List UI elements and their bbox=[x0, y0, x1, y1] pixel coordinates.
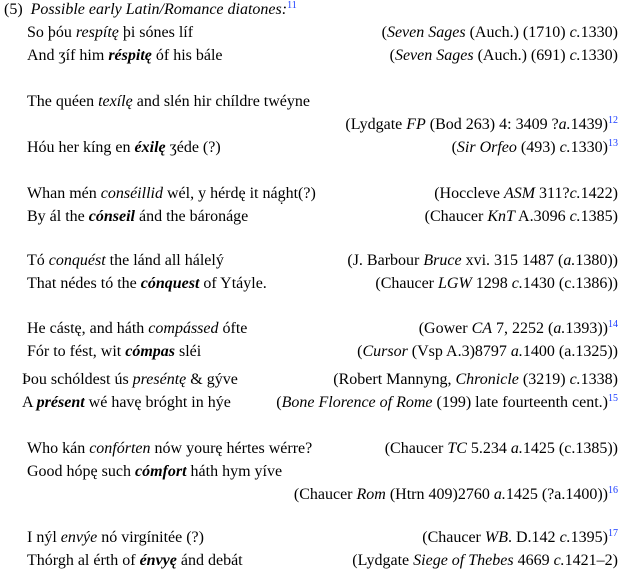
example-line bbox=[0, 318, 624, 340]
footnote-ref[interactable]: 16 bbox=[608, 485, 618, 496]
citation-pre: (Chaucer bbox=[375, 275, 439, 292]
stressed-word: cónquest bbox=[140, 275, 200, 292]
citation-mid: (Htrn 409)2760 bbox=[385, 486, 494, 503]
text-post: & gýve bbox=[186, 371, 238, 388]
footnote-ref[interactable]: 14 bbox=[608, 319, 618, 330]
footnote-ref[interactable]: 12 bbox=[608, 115, 618, 126]
citation-pre: ( bbox=[389, 47, 395, 64]
footnote-ref[interactable]: 11 bbox=[287, 0, 297, 11]
middle-english-text bbox=[27, 183, 316, 205]
citation-title: Sir Orfeo bbox=[456, 139, 517, 156]
citation-date: 1380)) bbox=[575, 252, 618, 269]
example-line bbox=[0, 484, 624, 506]
citation-date-prefix: a. bbox=[493, 486, 506, 503]
citation-pre: ( bbox=[276, 394, 282, 411]
citation-date-prefix: c. bbox=[559, 139, 571, 156]
footnote-ref[interactable]: 15 bbox=[608, 393, 618, 404]
text-post: the lánd all hálelý bbox=[105, 252, 224, 269]
citation bbox=[333, 369, 618, 391]
example-line bbox=[0, 250, 624, 272]
citation bbox=[357, 341, 618, 363]
citation-date-prefix: a. bbox=[553, 320, 566, 337]
citation-pre: (Hoccleve bbox=[434, 185, 504, 202]
text-post: of Ytáyle. bbox=[199, 275, 267, 292]
middle-english-text bbox=[27, 527, 204, 549]
text-post: ánd the báronáge bbox=[134, 208, 249, 225]
citation-date: 1439) bbox=[570, 116, 608, 133]
stressed-word: cómpas bbox=[125, 343, 175, 360]
citation bbox=[425, 206, 618, 228]
citation-mid: (Bod 263) 4: 3409 ? bbox=[425, 116, 559, 133]
stressed-word: cónseil bbox=[88, 208, 135, 225]
text-post: ófte bbox=[218, 320, 248, 337]
citation-title: FP bbox=[406, 116, 426, 133]
citation bbox=[347, 250, 618, 272]
citation-mid: (3219) bbox=[518, 371, 570, 388]
citation bbox=[345, 114, 618, 136]
citation-title: WB bbox=[484, 529, 508, 546]
text-pre: Who kán bbox=[27, 440, 90, 457]
citation bbox=[422, 527, 618, 549]
stressed-word: texílę bbox=[98, 93, 133, 110]
citation-pre: (Robert Mannyng, bbox=[333, 371, 456, 388]
text-pre: A bbox=[22, 394, 37, 411]
stressed-word: envýe bbox=[60, 529, 98, 546]
text-post: nó virgínitée (?) bbox=[97, 529, 204, 546]
example-line bbox=[0, 183, 624, 205]
citation-pre: (Lydgate bbox=[345, 116, 407, 133]
text-post: wél, y hérdę it nág̣ht(?) bbox=[162, 185, 316, 202]
text-post: þi sónes líf bbox=[118, 24, 194, 41]
citation-title: Rom bbox=[356, 486, 386, 503]
text-pre: Þou schóldest ús bbox=[22, 371, 133, 388]
citation-date: 1425 (?a.1400)) bbox=[505, 486, 608, 503]
example-title: Possible early Latin/Romance diatones: bbox=[30, 1, 288, 18]
citation-date: 1393)) bbox=[565, 320, 608, 337]
citation-mid: xvi. 315 1487 ( bbox=[461, 252, 564, 269]
citation bbox=[452, 137, 618, 159]
text-pre: Whan mén bbox=[27, 185, 101, 202]
stressed-word: conséillid bbox=[100, 185, 163, 202]
middle-english-text bbox=[27, 45, 223, 67]
citation bbox=[419, 318, 618, 340]
middle-english-text bbox=[27, 461, 282, 483]
citation-pre: (Lydgate bbox=[352, 552, 414, 569]
example-line bbox=[0, 527, 624, 549]
stressed-word: éxilę bbox=[134, 139, 166, 156]
middle-english-text bbox=[27, 137, 221, 159]
footnote-ref[interactable]: 17 bbox=[608, 528, 618, 539]
citation-mid: 1298 bbox=[471, 275, 512, 292]
stressed-word: réspitę bbox=[108, 47, 152, 64]
middle-english-text bbox=[27, 341, 201, 363]
citation-date: 1330) bbox=[570, 139, 608, 156]
text-post: háth hym yíve bbox=[186, 463, 283, 480]
example-line bbox=[0, 114, 624, 136]
middle-english-text bbox=[27, 91, 310, 113]
citation bbox=[375, 273, 618, 295]
citation-title: LGW bbox=[438, 275, 472, 292]
citation-pre: (J. Barbour bbox=[347, 252, 424, 269]
text-pre: Good hópę such bbox=[27, 463, 135, 480]
citation-date-prefix: a. bbox=[558, 116, 571, 133]
citation-mid: (Vsp A.3)8797 bbox=[407, 343, 511, 360]
citation-mid: 4669 bbox=[513, 552, 554, 569]
example-line bbox=[0, 22, 624, 44]
citation-pre: ( bbox=[381, 24, 387, 41]
citation-pre: ( bbox=[451, 139, 457, 156]
text-pre: He cástę, and háth bbox=[27, 320, 149, 337]
citation-date: 1430 (c.1386)) bbox=[522, 275, 618, 292]
citation bbox=[385, 438, 618, 460]
text-pre: Tó bbox=[27, 252, 49, 269]
middle-english-text bbox=[27, 250, 224, 272]
citation bbox=[390, 45, 618, 67]
text-post: ánd debát bbox=[176, 552, 243, 569]
citation-title: TC bbox=[447, 440, 467, 457]
citation-date-prefix: a. bbox=[563, 252, 576, 269]
citation-pre: (Chaucer bbox=[384, 440, 448, 457]
citation-date-prefix: c. bbox=[569, 208, 581, 225]
stressed-word: cómfort bbox=[134, 463, 187, 480]
citation bbox=[276, 392, 618, 414]
citation-pre: (Chaucer bbox=[422, 529, 485, 546]
footnote-ref[interactable]: 13 bbox=[608, 138, 618, 149]
citation-mid: 5.234 bbox=[466, 440, 511, 457]
citation-date-prefix: c. bbox=[553, 552, 565, 569]
text-post: ʒéde (?) bbox=[165, 139, 221, 156]
example-line bbox=[0, 137, 624, 159]
example-number: (5) bbox=[4, 1, 23, 18]
example-line bbox=[0, 461, 624, 483]
citation-date-prefix: c. bbox=[511, 275, 523, 292]
example-line bbox=[0, 341, 624, 363]
text-pre: That nédes tó the bbox=[27, 275, 141, 292]
citation-pre: ( bbox=[357, 343, 363, 360]
stressed-word: compássed bbox=[148, 320, 219, 337]
example-line bbox=[0, 273, 624, 295]
stressed-word: présent bbox=[36, 394, 85, 411]
citation-mid: . D.142 bbox=[508, 529, 560, 546]
example-line bbox=[0, 392, 624, 414]
middle-english-text bbox=[27, 206, 248, 228]
example-line bbox=[0, 438, 624, 460]
citation-date: 1330) bbox=[580, 47, 618, 64]
citation-title: CA bbox=[471, 320, 493, 337]
stressed-word: conquést bbox=[48, 252, 106, 269]
example-line bbox=[0, 91, 624, 113]
citation-date: 1338) bbox=[580, 371, 618, 388]
stressed-word: preséntę bbox=[132, 371, 187, 388]
citation-mid: (199) late fourteenth cent.) bbox=[432, 394, 608, 411]
text-pre: Thórgh al érth of bbox=[27, 552, 140, 569]
text-post: nów yourę hértes wérre? bbox=[150, 440, 313, 457]
citation-date: 1422) bbox=[580, 185, 618, 202]
citation-date: 1421–2) bbox=[564, 552, 618, 569]
citation-title: ASM bbox=[503, 185, 536, 202]
citation-title: Seven Sages bbox=[394, 47, 474, 64]
text-post: sléi bbox=[175, 343, 202, 360]
citation-pre: (Chaucer bbox=[293, 486, 357, 503]
stressed-word: respítę bbox=[75, 24, 119, 41]
text-post: and slén hir chíldre twéyne bbox=[132, 93, 310, 110]
citation-mid: 7, 2252 ( bbox=[492, 320, 554, 337]
citation bbox=[382, 22, 618, 44]
citation-title: Chronicle bbox=[455, 371, 519, 388]
stressed-word: énvyę bbox=[139, 552, 177, 569]
citation-title: Bruce bbox=[423, 252, 462, 269]
citation-pre: (Chaucer bbox=[424, 208, 488, 225]
example-line bbox=[0, 369, 624, 391]
text-pre: I nýl bbox=[27, 529, 61, 546]
text-post: wé havę bróght in hýe bbox=[84, 394, 231, 411]
citation-title: Bone Florence of Rome bbox=[281, 394, 433, 411]
text-pre: So þóu bbox=[27, 24, 76, 41]
middle-english-text bbox=[27, 22, 193, 44]
citation-date: 1395) bbox=[570, 529, 608, 546]
citation-date-prefix: c. bbox=[569, 185, 581, 202]
citation-date-prefix: c. bbox=[569, 371, 581, 388]
citation-date-prefix: c. bbox=[569, 24, 581, 41]
citation-pre: (Gower bbox=[418, 320, 472, 337]
citation-date: 1385) bbox=[580, 208, 618, 225]
citation-mid: (Auch.) (1710) bbox=[465, 24, 570, 41]
citation-date: 1400 (a.1325)) bbox=[522, 343, 618, 360]
citation-mid: A.3096 bbox=[514, 208, 570, 225]
citation-title: Cursor bbox=[362, 343, 408, 360]
citation-mid: 311? bbox=[535, 185, 570, 202]
citation-mid: (Auch.) (691) bbox=[473, 47, 570, 64]
citation-title: KnT bbox=[487, 208, 515, 225]
example-line bbox=[0, 206, 624, 228]
citation-title: Siege of Thebes bbox=[413, 552, 514, 569]
citation-date-prefix: a. bbox=[510, 440, 523, 457]
citation-date-prefix: a. bbox=[510, 343, 523, 360]
citation bbox=[294, 484, 618, 506]
citation-date: 1425 (c.1385)) bbox=[522, 440, 618, 457]
middle-english-text bbox=[27, 438, 312, 460]
example-header bbox=[4, 1, 297, 19]
citation-date: 1330) bbox=[580, 24, 618, 41]
citation-mid: (493) bbox=[516, 139, 560, 156]
middle-english-text bbox=[22, 392, 231, 414]
middle-english-text bbox=[27, 273, 267, 295]
middle-english-text bbox=[22, 369, 238, 391]
text-post: óf his bále bbox=[151, 47, 223, 64]
middle-english-text bbox=[27, 318, 247, 340]
citation-title: Seven Sages bbox=[386, 24, 466, 41]
text-pre: Fór to fést, wit bbox=[27, 343, 126, 360]
text-pre: By ál the bbox=[27, 208, 89, 225]
text-pre: Hóu her kíng en bbox=[27, 139, 135, 156]
text-pre: And ʒíf him bbox=[27, 47, 109, 64]
text-pre: The quéen bbox=[27, 93, 99, 110]
citation-date-prefix: c. bbox=[559, 529, 571, 546]
stressed-word: confórten bbox=[89, 440, 151, 457]
citation-date-prefix: c. bbox=[569, 47, 581, 64]
example-line bbox=[0, 45, 624, 67]
citation bbox=[434, 183, 618, 205]
